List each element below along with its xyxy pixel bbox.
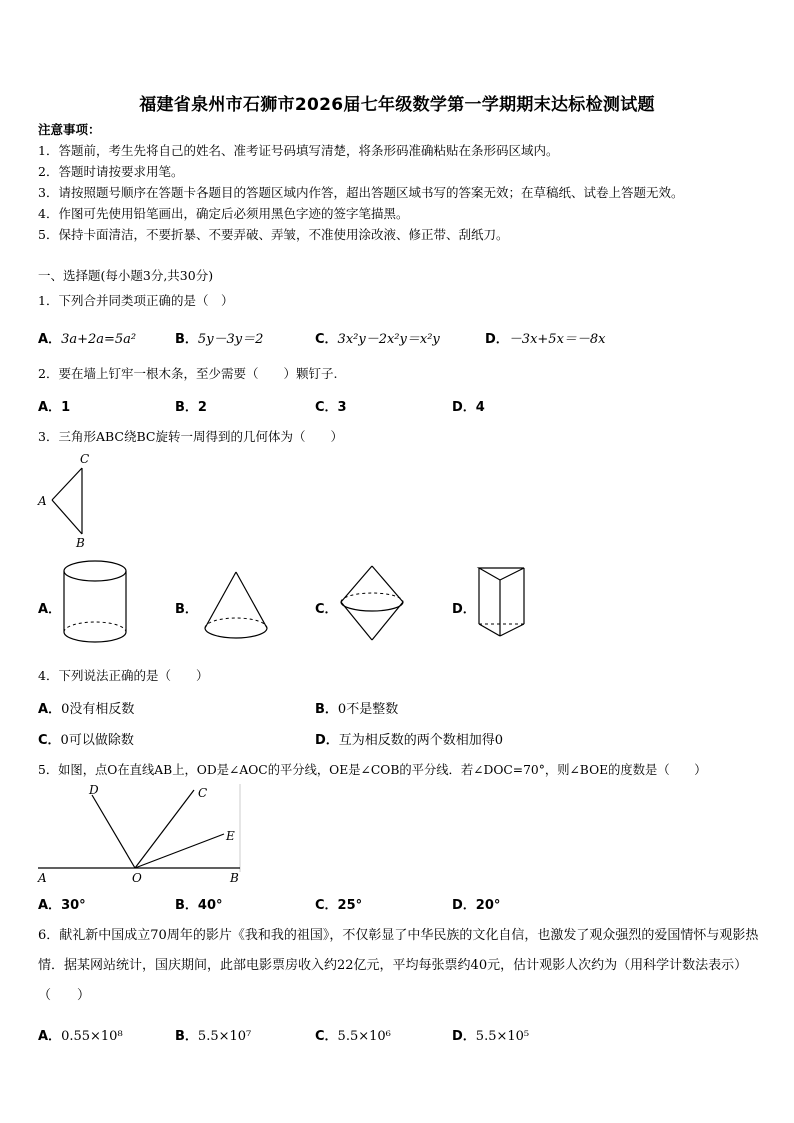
q1-option-b[interactable]: B．5y－3y＝2 (175, 332, 264, 347)
cylinder-icon (60, 556, 132, 648)
q3-option-b[interactable]: B． (175, 602, 198, 617)
q5-option-c[interactable]: C．25° (315, 898, 363, 913)
question-1-stem: 1．下列合并同类项正确的是（ ） (38, 293, 234, 308)
q4-option-d[interactable]: D．互为相反数的两个数相加得0 (315, 733, 504, 748)
q6-option-c[interactable]: C．5.5×10⁶ (315, 1029, 391, 1044)
q5-option-d[interactable]: D．20° (452, 898, 501, 913)
q2-option-a[interactable]: A．1 (38, 400, 71, 415)
section-heading: 一、选择题(每小题3分,共30分) (38, 268, 214, 283)
q6-option-d[interactable]: D．5.5×10⁵ (452, 1029, 530, 1044)
q6-option-a[interactable]: A．0.55×10⁸ (38, 1029, 123, 1044)
q1-option-a[interactable]: A．3a+2a=5a² (38, 332, 137, 347)
question-3-stem: 3．三角形ABC绕BC旋转一周得到的几何体为（ ） (38, 429, 343, 444)
label-b: B (230, 871, 239, 885)
page-title: 福建省泉州市石狮市2026届七年级数学第一学期期末达标检测试题 (139, 95, 655, 115)
question-6-stem: 6．献礼新中国成立70周年的影片《我和我的祖国》，不仅彰显了中华民族的文化自信，也激发了观众强烈的爱国情怀与观影热情．据某网站统计，国庆期间，此部电影票房收入约22亿元，平均每张票约40元，估计观影人次约为（用科学计数法表示）（ ） (38, 928, 759, 1003)
q4-option-b[interactable]: B．0不是整数 (315, 702, 399, 717)
double-cone-icon (336, 562, 408, 646)
q5-option-a[interactable]: A．30° (38, 898, 86, 913)
q2-option-b[interactable]: B．2 (175, 400, 207, 415)
q1-option-d[interactable]: D．－3x+5x＝－8x (485, 332, 606, 347)
label-d: D (89, 783, 99, 797)
cone-icon (200, 568, 272, 646)
q3-option-c[interactable]: C． (315, 602, 338, 617)
triangular-prism-icon (474, 562, 534, 644)
q2-option-d[interactable]: D．4 (452, 400, 485, 415)
note-item: 3．请按照题号顺序在答题卡各题目的答题区域内作答，超出答题区域书写的答案无效；在草稿纸、试卷上答题无效。 (38, 185, 684, 200)
q6-option-b[interactable]: B．5.5×10⁷ (175, 1029, 252, 1044)
q3-option-a[interactable]: A． (38, 602, 62, 617)
label-a: A (38, 494, 47, 508)
q3-option-d[interactable]: D． (452, 602, 476, 617)
note-item: 2．答题时请按要求用笔。 (38, 164, 184, 179)
question-4-stem: 4．下列说法正确的是（ ） (38, 668, 209, 683)
note-item: 4．作图可先使用铅笔画出，确定后必须用黑色字迹的签字笔描黑。 (38, 206, 409, 221)
question-5-stem: 5．如图，点O在直线AB上，OD是∠AOC的平分线，OE是∠COB的平分线．若∠DOC=70°，则∠BOE的度数是（ ） (38, 763, 707, 777)
note-item: 5．保持卡面清洁，不要折暴、不要弄破、弄皱，不准使用涂改液、修正带、刮纸刀。 (38, 227, 509, 242)
q2-option-c[interactable]: C．3 (315, 400, 347, 415)
angle-bisector-figure (34, 780, 249, 888)
label-c: C (80, 452, 90, 466)
label-b: B (76, 536, 85, 550)
label-c: C (198, 786, 208, 800)
q4-option-c[interactable]: C．0可以做除数 (38, 733, 134, 748)
q1-option-c[interactable]: C．3x²y－2x²y＝x²y (315, 332, 440, 347)
q4-option-a[interactable]: A．0没有相反数 (38, 702, 135, 717)
label-o: O (132, 871, 142, 885)
note-item: 1．答题前，考生先将自己的姓名、准考证号码填写清楚，将条形码准确粘贴在条形码区域内。 (38, 143, 559, 158)
question-2-stem: 2．要在墙上钉牢一根木条，至少需要（ ）颗钉子. (38, 366, 338, 381)
label-e: E (226, 829, 235, 843)
triangle-abc-figure (34, 450, 104, 550)
q5-option-b[interactable]: B．40° (175, 898, 223, 913)
notes-heading: 注意事项： (38, 122, 101, 137)
label-a: A (38, 871, 47, 885)
